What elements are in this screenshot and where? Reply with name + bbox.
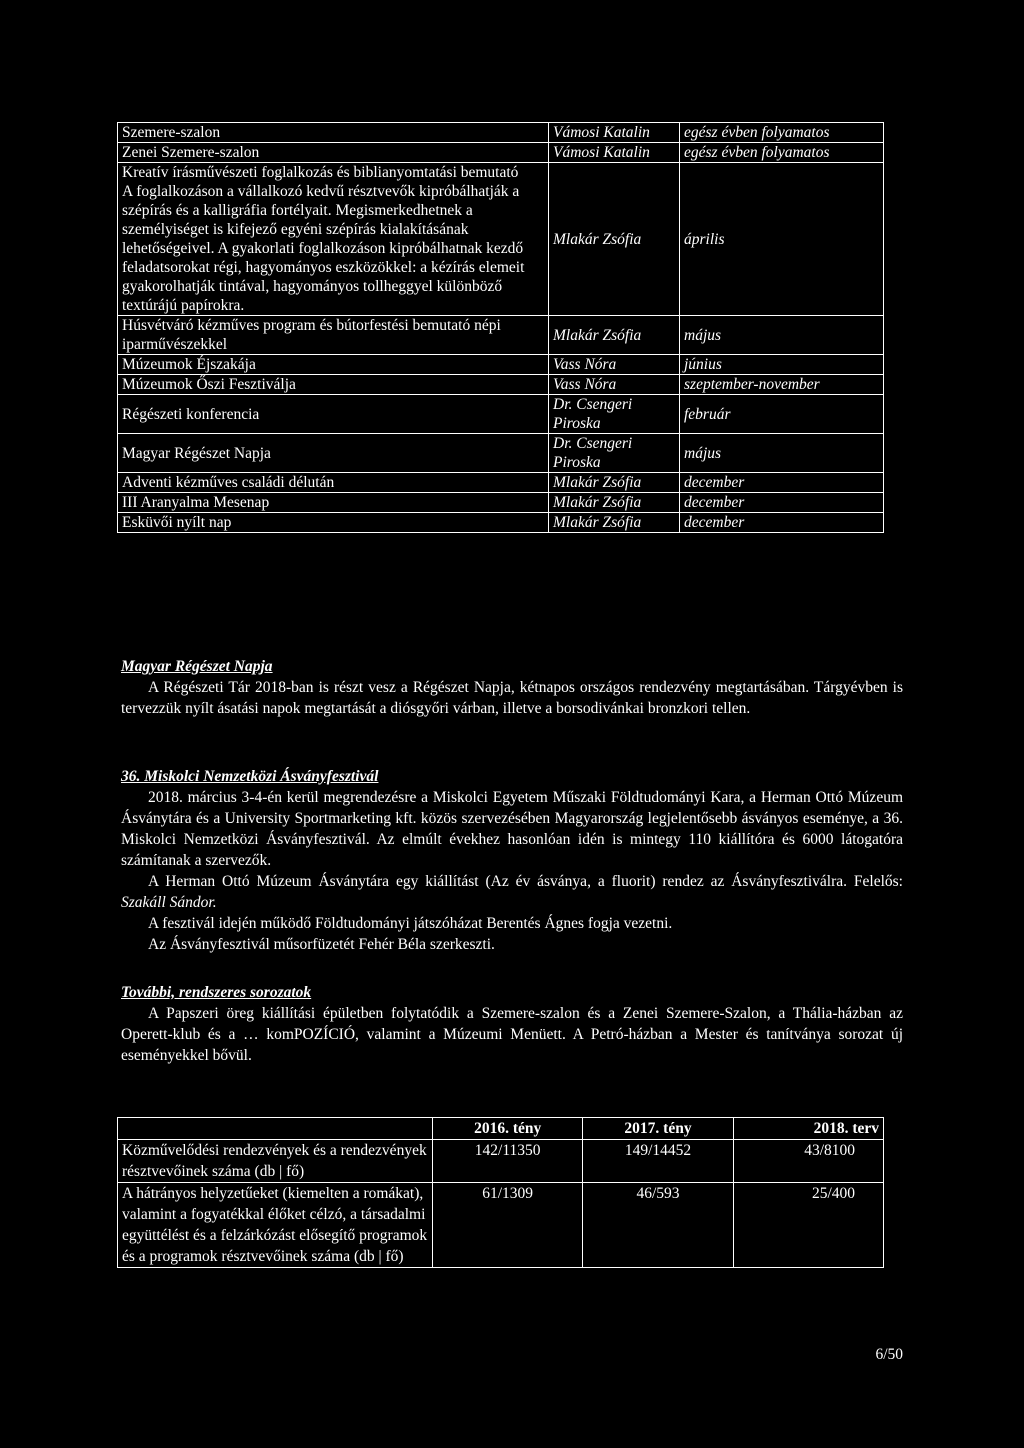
event-time: május (680, 434, 884, 473)
header-cell: 2016. tény (433, 1118, 583, 1140)
event-name: Esküvői nyílt nap (118, 513, 549, 533)
table-header-row (118, 1118, 884, 1140)
event-time: egész évben folyamatos (680, 143, 884, 163)
header-cell: 2018. terv (733, 1118, 883, 1140)
value-2018: 43/8100 (733, 1140, 883, 1183)
event-name: Szemere-szalon (118, 123, 549, 143)
row-label: A hátrányos helyzetűeket (kiemelten a romákat), valamint a fogyatékkal élőket célzó, a társadalmi együttélést és a felzárkózást elősegítő programok és a programok résztvevőinek száma (db | fő) (118, 1183, 433, 1268)
section-paragraph: A Régészeti Tár 2018-ban is részt vesz a Régészet Napja, kétnapos országos rendezvény megtartásában. Tárgyévben is tervezzük nyílt ásatási napok megtartását a diósgyőri várban, illetve a borsodivánkai bronzkori tellen. (121, 679, 903, 717)
table-row (118, 123, 884, 143)
paragraph-text: A Herman Ottó Múzeum Ásványtára egy kiállítást (Az év ásványa, a fluorit) rendez az Ásványfesztiválra. Felelős: (148, 873, 903, 890)
section-paragraph (121, 871, 903, 913)
events-table (117, 122, 884, 533)
event-time: december (680, 513, 884, 533)
event-time: december (680, 473, 884, 493)
value-2018: 25/400 (733, 1183, 883, 1268)
event-name: Húsvétváró kézműves program és bútorfestési bemutató népi iparművészekkel (118, 316, 549, 355)
section-title: További, rendszeres sorozatok (121, 984, 312, 1001)
table-row (118, 473, 884, 493)
section-paragraph: A fesztivál idején működő Földtudományi játszóházat Berentés Ágnes fogja vezetni. (148, 915, 673, 932)
table-row (118, 395, 884, 434)
table-row (118, 143, 884, 163)
section-paragraph: 2018. március 3-4-én kerül megrendezésre a Miskolci Egyetem Műszaki Földtudományi Kara, a Herman Ottó Múzeum Ásványtára és a University Sportmarketing kft. közös szervezésében Magyarország legjelentősebb ásványos eseménye, a 36. Miskolci Nemzetközi Ásványfesztivál. Az elmúlt évekhez hasonlóan idén is mintegy 110 kiállítóra és 6000 látogatóra számítanak a szervezők. (121, 789, 903, 869)
event-name: Múzeumok Éjszakája (118, 355, 549, 375)
table-row (118, 316, 884, 355)
event-organizer: Mlakár Zsófia (549, 163, 680, 316)
event-organizer: Mlakár Zsófia (549, 513, 680, 533)
event-organizer: Dr. Csengeri Piroska (549, 434, 680, 473)
table-row (118, 1140, 884, 1183)
event-name: III Aranyalma Mesenap (118, 493, 549, 513)
header-cell: 2017. tény (583, 1118, 733, 1140)
section-asvanyfesztival (121, 766, 903, 955)
event-time: egész évben folyamatos (680, 123, 884, 143)
row-label: Közművelődési rendezvények és a rendezvények résztvevőinek száma (db | fő) (118, 1140, 433, 1183)
event-organizer: Mlakár Zsófia (549, 316, 680, 355)
event-organizer: Dr. Csengeri Piroska (549, 395, 680, 434)
event-organizer: Vass Nóra (549, 355, 680, 375)
responsible-person: Szakáll Sándor. (121, 894, 217, 911)
table-row (118, 375, 884, 395)
event-organizer: Vámosi Katalin (549, 123, 680, 143)
event-name: Magyar Régészet Napja (118, 434, 549, 473)
page-number: 6/50 (875, 1346, 903, 1363)
event-name: Múzeumok Őszi Fesztiválja (118, 375, 549, 395)
table-row (118, 355, 884, 375)
table-row (118, 493, 884, 513)
event-time: június (680, 355, 884, 375)
section-sorozatok (121, 982, 903, 1066)
section-paragraph: A Papszeri öreg kiállítási épületben folytatódik a Szemere-szalon és a Zenei Szemere-Szalon, a Thália-házban az Operett-klub és a … komPOZÍCIÓ, valamint a Múzeumi Menüett. A Petró-házban a Mester és tanítványa sorozat új eseményekkel bővül. (121, 1005, 903, 1064)
event-organizer: Vámosi Katalin (549, 143, 680, 163)
event-organizer: Mlakár Zsófia (549, 473, 680, 493)
event-time: december (680, 493, 884, 513)
event-time: szeptember-november (680, 375, 884, 395)
event-time: május (680, 316, 884, 355)
value-2016: 61/1309 (433, 1183, 583, 1268)
table-row (118, 163, 884, 316)
event-name: Régészeti konferencia (118, 395, 549, 434)
event-organizer: Vass Nóra (549, 375, 680, 395)
section-regeszet-napja (121, 656, 903, 719)
section-title: 36. Miskolci Nemzetközi Ásványfesztivál (121, 768, 379, 785)
event-name: Zenei Szemere-szalon (118, 143, 549, 163)
value-2017: 46/593 (583, 1183, 733, 1268)
section-paragraph: Az Ásványfesztivál műsorfüzetét Fehér Béla szerkeszti. (148, 936, 495, 953)
event-time: február (680, 395, 884, 434)
section-title: Magyar Régészet Napja (121, 658, 273, 675)
event-time: április (680, 163, 884, 316)
table-row (118, 1183, 884, 1268)
event-name: Adventi kézműves családi délután (118, 473, 549, 493)
header-cell (118, 1118, 433, 1140)
event-name: Kreatív írásművészeti foglalkozás és biblianyomtatási bemutató (122, 164, 519, 181)
table-row (118, 513, 884, 533)
table-row (118, 434, 884, 473)
event-name-cell (118, 163, 549, 316)
value-2016: 142/11350 (433, 1140, 583, 1183)
value-2017: 149/14452 (583, 1140, 733, 1183)
stats-table (117, 1117, 884, 1268)
event-organizer: Mlakár Zsófia (549, 493, 680, 513)
event-description: A foglalkozáson a vállalkozó kedvű résztvevők kipróbálhatják a szépírás és a kalligráfia fortélyait. Megismerkedhetnek a személyiséget is kifejező egyéni szépírás kialakításának lehetőségeivel. A gyakorlati foglalkozáson kipróbálhatnak kezdő feladatsorokat régi, hagyományos eszközökkel: a kézírás elemeit gyakorolhatják tintával, hagyományos tollheggyel különböző textúrájú papírokra. (122, 183, 525, 314)
